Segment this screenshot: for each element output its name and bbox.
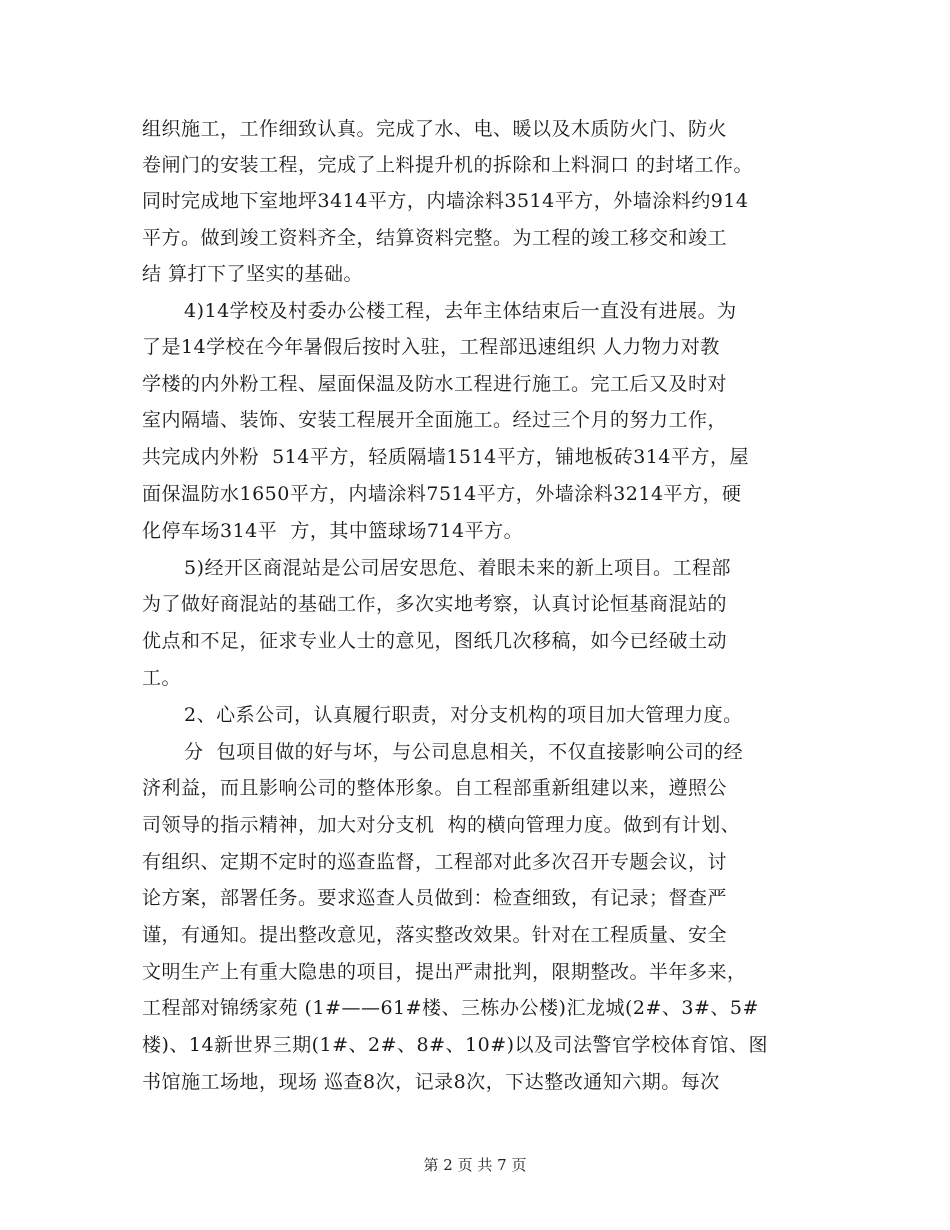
body-text-line: 同时完成地下室地坪3414平方，内墙涂料3514平方，外墙涂料约914 [142, 190, 749, 212]
body-text-line: 了是14学校在今年暑假后按时入驻，工程部迅速组织 人力物力对教 [142, 336, 720, 358]
body-text-line: 济利益，而且影响公司的整体形象。自工程部重新组建以来，遵照公 [142, 777, 728, 799]
body-text-line: 有组织、定期不定时的巡查监督，工程部对此多次召开专题会议，讨 [142, 851, 728, 873]
body-text-line: 工。 [142, 667, 182, 689]
body-text-line: 论方案，部署任务。要求巡查人员做到：检查细致，有记录；督查严 [142, 887, 728, 909]
body-text-line: 卷闸门的安装工程，完成了上料提升机的拆除和上料洞口 的封堵工作。 [142, 154, 754, 176]
body-text-line: 谨，有通知。提出整改意见，落实整改效果。针对在工程质量、安全 [142, 924, 728, 946]
body-text-line: 工程部对锦绣家苑 (1#——61#楼、三栋办公楼)汇龙城(2#、3#、5# [142, 997, 759, 1019]
paragraph-first-line: 4)14学校及村委办公楼工程，去年主体结束后一直没有进展。为 [184, 300, 737, 322]
body-text-line: 共完成内外粉 514平方，轻质隔墙1514平方，铺地板砖314平方，屋 [142, 446, 749, 468]
body-text-line: 结 算打下了坚实的基础。 [142, 263, 364, 285]
body-text-line: 室内隔墙、装饰、安装工程展开全面施工。经过三个月的努力工作， [142, 409, 728, 431]
paragraph-first-line: 5)经开区商混站是公司居安思危、着眼未来的新上项目。工程部 [184, 557, 732, 579]
body-text-line: 司领导的指示精神，加大对分支机 构的横向管理力度。做到有计划、 [142, 814, 741, 836]
section-heading: 2、心系公司，认真履行职责，对分支机构的项目加大管理力度。 [184, 704, 743, 726]
body-text-line: 优点和不足，征求专业人士的意见，图纸几次移稿，如今已经破土动 [142, 630, 728, 652]
body-text-line: 为了做好商混站的基础工作，多次实地考察，认真讨论恒基商混站的 [142, 593, 728, 615]
body-text-line: 文明生产上有重大隐患的项目，提出严肃批判，限期整改。半年多来， [142, 961, 747, 983]
body-text-line: 学楼的内外粉工程、屋面保温及防水工程进行施工。完工后又及时对 [142, 373, 728, 395]
page-number-footer: 第 2 页 共 7 页 [423, 1156, 527, 1174]
body-text-line: 化停车场314平 方，其中篮球场714平方。 [142, 520, 524, 542]
paragraph-first-line: 分 包项目做的好与坏，与公司息息相关，不仅直接影响公司的经 [184, 741, 744, 763]
body-text-line: 楼)、14新世界三期(1#、2#、8#、10#)以及司法警官学校体育馆、图 [142, 1034, 769, 1056]
body-text-line: 书馆施工场地，现场 巡查8次，记录8次，下达整改通知六期。每次 [142, 1071, 720, 1093]
body-text-line: 平方。做到竣工资料齐全，结算资料完整。为工程的竣工移交和竣工 [142, 227, 728, 249]
body-text-line: 组织施工，工作细致认真。完成了水、电、暖以及木质防火门、防火 [142, 118, 728, 140]
body-text-line: 面保温防水1650平方，内墙涂料7514平方，外墙涂料3214平方，硬 [142, 483, 742, 505]
